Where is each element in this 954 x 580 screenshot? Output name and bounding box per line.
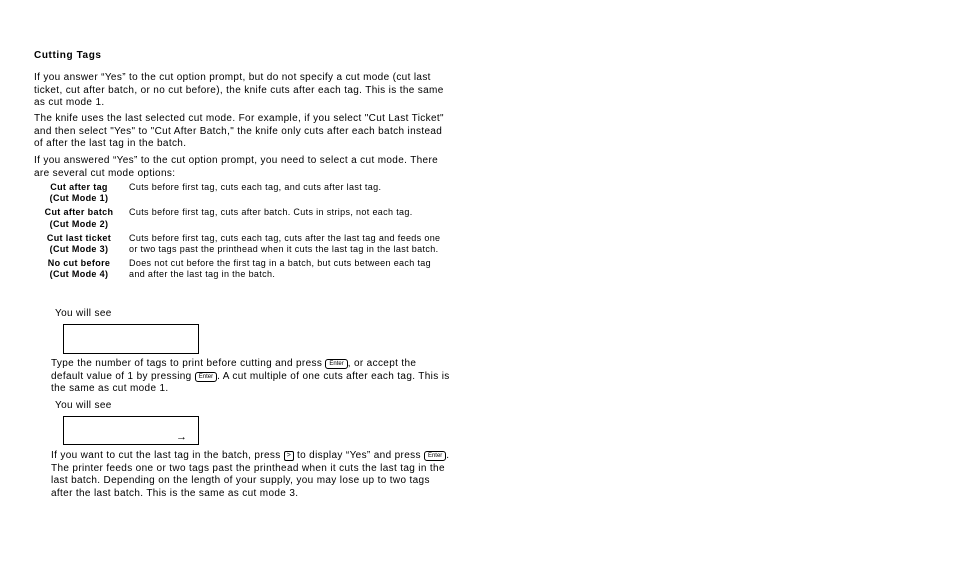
step-2-instructions	[51, 450, 451, 500]
cut-mode-description: Does not cut before the first tag in a batch, but cuts between each tag and after the last tag in the batch.	[129, 258, 432, 280]
intro-paragraph-1: If you answer “Yes” to the cut option prompt, but do not specify a cut mode (cut last ticket, cut after batch, or no cut before), the knife cuts after each tag. This is the same as cut mode 1.	[34, 72, 444, 109]
printer-display-box	[63, 324, 199, 354]
step-1-instructions	[51, 358, 451, 396]
you-will-see-label: You will see	[55, 400, 112, 411]
step-2-text: . The printer feeds one or two tags past the printhead when it cuts the last tag in the last batch. Depending on the length of your supply, you may lose up to two tags after the last batch. This is the same as cut mode 3.	[51, 450, 450, 499]
printer-display-box	[63, 416, 199, 445]
enter-key-icon: Enter	[424, 451, 446, 461]
section-heading: Cutting Tags	[34, 50, 102, 61]
cut-mode-number: (Cut Mode 2)	[49, 218, 109, 229]
you-will-see-label: You will see	[55, 308, 112, 319]
cut-mode-row	[34, 233, 444, 255]
intro-paragraph-2: The knife uses the last selected cut mode. For example, if you select "Cut Last Ticket" and then select "Yes" to "Cut After Batch," the knife only cuts after each batch instead of after the last tag in the batch.	[34, 113, 444, 150]
cut-mode-number: (Cut Mode 1)	[49, 193, 109, 204]
cut-mode-name	[34, 258, 124, 280]
right-arrow-icon: →	[176, 431, 187, 443]
cut-mode-description: Cuts before first tag, cuts after batch. Cuts in strips, not each tag.	[129, 207, 413, 218]
cut-mode-description: Cuts before first tag, cuts each tag, cuts after the last tag and feeds one or two tags past the printhead when it cuts the last tag in the last batch.	[129, 232, 441, 255]
cut-mode-label: No cut before	[47, 258, 111, 269]
cut-mode-row	[34, 258, 444, 280]
right-key-icon: >	[284, 451, 294, 461]
intro-paragraph-3: If you answered “Yes” to the cut option prompt, you need to select a cut mode. There are several cut mode options:	[34, 155, 439, 179]
cut-mode-name	[34, 233, 124, 255]
enter-key-icon: Enter	[195, 372, 217, 382]
cut-mode-number: (Cut Mode 3)	[49, 244, 109, 255]
step-2-text: If you want to cut the last tag in the batch, press	[51, 450, 281, 461]
cut-mode-label: Cut after tag	[50, 182, 108, 192]
cut-mode-number: (Cut Mode 4)	[49, 269, 109, 280]
cut-mode-description: Cuts before first tag, cuts each tag, and cuts after last tag.	[129, 182, 382, 192]
cut-mode-label: Cut after batch	[44, 207, 114, 218]
cut-mode-row	[34, 207, 444, 229]
cut-mode-label: Cut last ticket	[46, 232, 112, 243]
cut-mode-name	[34, 182, 124, 204]
step-1-text: Type the number of tags to print before cutting and press	[51, 358, 323, 369]
step-2-text: to display “Yes” and press	[297, 450, 421, 461]
step-1-text: . A cut multiple of one cuts after each tag. This is the same as cut mode 1.	[51, 370, 450, 395]
cut-mode-name	[34, 207, 124, 229]
step-1-text: , or accept the default value of 1 by pressing	[51, 358, 417, 382]
cut-mode-table	[34, 182, 444, 284]
cut-mode-row	[34, 182, 444, 204]
enter-key-icon: Enter	[325, 359, 347, 369]
